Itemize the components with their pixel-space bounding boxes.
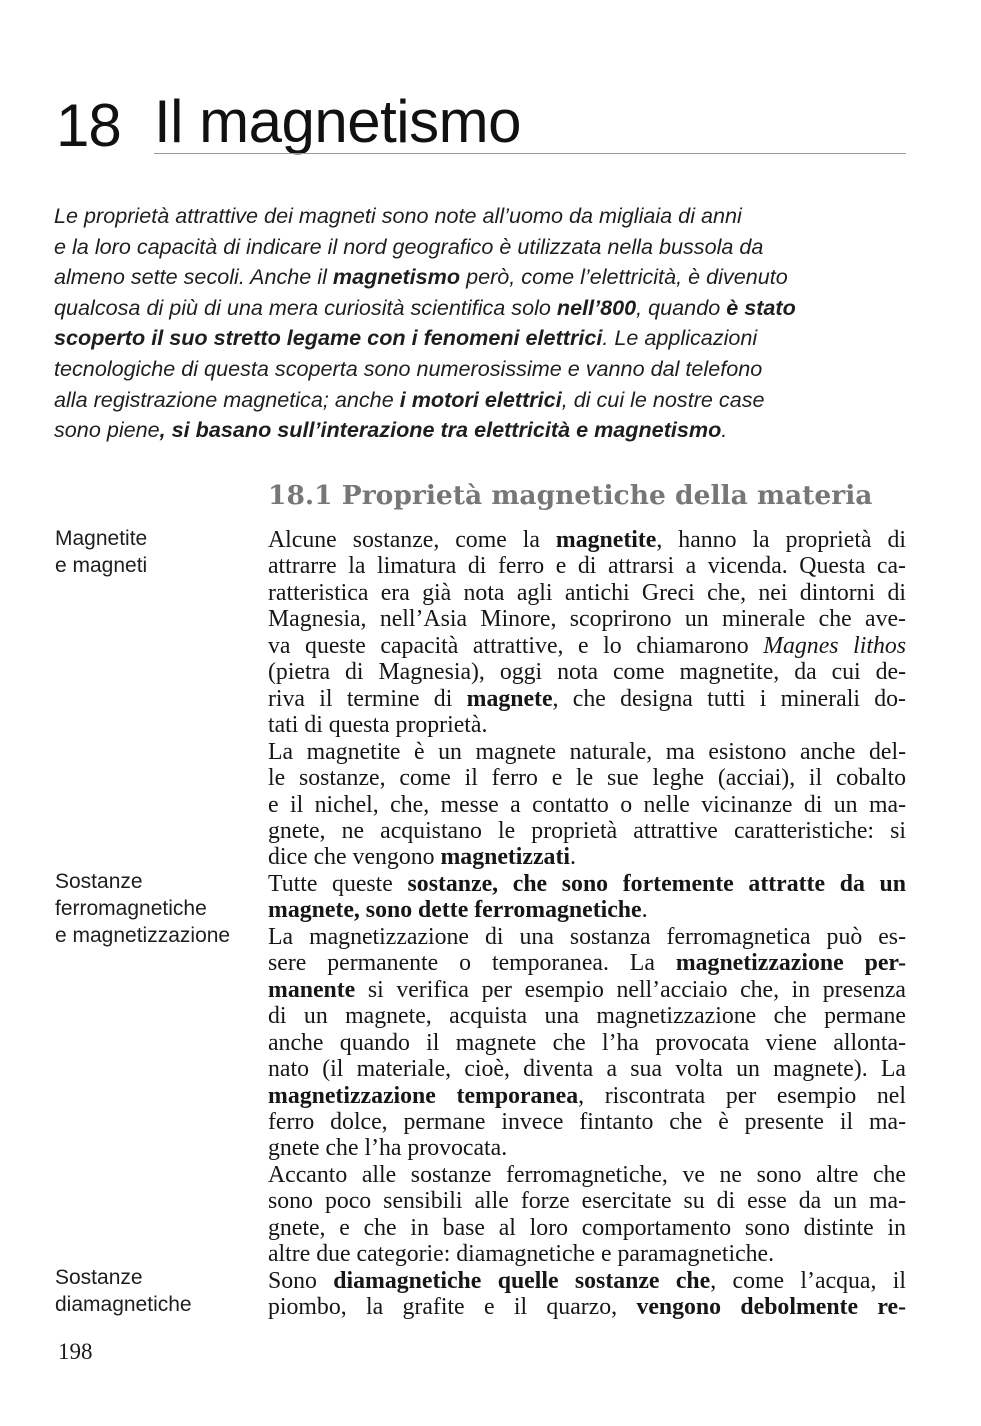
body-line — [268, 580, 906, 606]
body-text-run: gnete, ne acquistano le proprietà attrattive caratteristiche: si — [268, 817, 906, 844]
body-line — [268, 1188, 906, 1214]
chapter-heading — [56, 86, 906, 158]
body-bold-term: magnetizzazione per- — [675, 950, 906, 977]
intro-text: . — [721, 417, 728, 443]
body-text-run: Magnesia, nell’Asia Minore, scoprirono un minerale che ave- — [268, 606, 906, 633]
body-line — [268, 686, 906, 712]
body-text-run: Alcune sostanze, come la — [268, 527, 556, 553]
body-line — [268, 1083, 906, 1109]
body-line — [268, 977, 906, 1003]
section-heading: 18.1 Proprietà magnetiche della materia — [268, 480, 873, 511]
intro-line — [54, 293, 914, 324]
section-body-text — [268, 527, 906, 1321]
intro-line — [54, 262, 914, 293]
body-italic-term: Magnes lithos — [763, 632, 907, 659]
body-line — [268, 606, 906, 632]
body-bold-term: manente — [268, 976, 356, 1003]
intro-text: , di cui le nostre case — [561, 386, 765, 412]
body-bold-term: sostanze, che sono fortemente attratte da un — [407, 870, 906, 897]
body-text-run: , hanno la proprietà di — [656, 527, 906, 553]
body-line — [268, 1030, 906, 1056]
body-text-run: altre due categorie: diamagnetiche e paramagnetiche. — [268, 1241, 775, 1268]
body-text-run: , riscontrata per esempio nel — [578, 1082, 906, 1109]
body-line — [268, 659, 906, 685]
intro-emphasis: i motori elettrici — [399, 386, 562, 412]
page-number: 198 — [58, 1339, 93, 1364]
margin-note-ferromagnetiche — [55, 869, 230, 949]
intro-emphasis: magnetismo — [332, 264, 461, 290]
body-line — [268, 792, 906, 818]
intro-text: qualcosa di più di una mera curiosità scientifica solo — [54, 294, 557, 320]
body-text-run: Tutte queste — [268, 870, 408, 897]
body-text-run: La magnetizzazione di una sostanza ferromagnetica può es- — [268, 923, 906, 950]
body-line — [268, 1215, 906, 1241]
body-line — [268, 765, 906, 791]
body-text-run: gnete che l’ha provocata. — [268, 1135, 508, 1162]
body-bold-term: magnete — [466, 685, 553, 712]
margin-note-line: Sostanze — [55, 870, 143, 893]
body-text-run: , che designa tutti i minerali do- — [552, 685, 906, 712]
body-line — [268, 1241, 906, 1267]
body-text-run: anche quando il magnete che l’ha provocata viene allonta- — [268, 1029, 906, 1056]
body-line — [268, 844, 906, 870]
body-line — [268, 1109, 906, 1135]
margin-note-line: e magneti — [55, 553, 148, 577]
body-text-run: le sostanze, come il ferro e le sue leghe (acciai), il cobalto — [268, 765, 906, 792]
body-text-run: si verifica per esempio nell’acciaio che, in presenza — [355, 976, 906, 1003]
body-text-run: (pietra di Magnesia), oggi nota come magnetite, da cui de- — [268, 659, 906, 686]
intro-line — [54, 415, 914, 446]
margin-note-line: Magnetite — [55, 527, 148, 550]
intro-text: alla registrazione magnetica; anche — [54, 386, 400, 412]
body-text-run: dice che vengono — [268, 844, 441, 871]
body-bold-term: diamagnetiche quelle sostanze che — [333, 1267, 711, 1294]
body-text-run: . — [641, 897, 648, 924]
body-line — [268, 739, 906, 765]
intro-emphasis: scoperto il suo stretto legame con i fenomeni elettrici — [54, 325, 603, 351]
intro-emphasis: è stato — [726, 294, 796, 320]
chapter-title-rule — [154, 153, 906, 154]
body-line — [268, 633, 906, 659]
body-text-run: attrarre la limatura di ferro e di attrarsi a vicenda. Questa ca- — [268, 553, 906, 580]
intro-line — [54, 323, 914, 354]
chapter-intro — [54, 201, 914, 446]
intro-line — [54, 385, 914, 416]
body-text-run: Sono — [268, 1267, 334, 1294]
body-text-run: gnete, e che in base al loro comportamento sono distinte in — [268, 1214, 906, 1241]
body-bold-term: magnetite — [555, 527, 657, 553]
body-text-run: tati di questa proprietà. — [268, 712, 488, 739]
intro-text: . Le applicazioni — [602, 325, 758, 351]
body-line — [268, 712, 906, 738]
body-line — [268, 1268, 906, 1294]
body-bold-term: magnetizzati — [440, 844, 570, 871]
body-text-run: sere permanente o temporanea. La — [268, 950, 676, 977]
intro-text: Le proprietà attrattive dei magneti sono note all’uomo da migliaia di anni — [54, 203, 742, 228]
margin-note-line: ferromagnetiche — [55, 896, 207, 920]
body-text-run: riva il termine di — [268, 685, 467, 712]
body-line — [268, 1135, 906, 1161]
body-bold-term: magnetizzazione temporanea — [268, 1082, 579, 1109]
margin-note-diamagnetiche — [55, 1265, 192, 1319]
body-line — [268, 924, 906, 950]
intro-text: e la loro capacità di indicare il nord geografico è utilizzata nella bussola da — [54, 233, 764, 259]
intro-text: , quando — [636, 294, 727, 320]
body-text-run: ratteristica era già nota agli antichi Greci che, nei dintorni di — [268, 579, 906, 606]
intro-emphasis: , si basano sull’interazione tra elettricità e magnetismo — [159, 417, 722, 443]
body-text-run: di un magnete, acquista una magnetizzazione che permane — [268, 1003, 906, 1030]
chapter-title: Il magnetismo — [154, 88, 521, 155]
body-text-run: ferro dolce, permane invece fintanto che è presente il ma- — [268, 1108, 906, 1135]
body-line — [268, 950, 906, 976]
intro-text: però, come l’elettricità, è divenuto — [460, 264, 788, 290]
intro-emphasis: nell’800 — [556, 294, 637, 320]
margin-note-line: e magnetizzazione — [55, 923, 231, 947]
body-bold-term: vengono debolmente re- — [636, 1294, 907, 1321]
body-line — [268, 897, 906, 923]
margin-note-line: diamagnetiche — [55, 1292, 192, 1316]
intro-line — [54, 354, 914, 385]
body-line — [268, 871, 906, 897]
body-text-run: , come l’acqua, il — [710, 1267, 906, 1294]
body-text-run: . — [569, 844, 576, 871]
chapter-number: 18 — [56, 92, 121, 159]
intro-line — [54, 232, 914, 263]
body-line — [268, 1294, 906, 1320]
intro-text: almeno sette secoli. Anche il — [54, 264, 333, 290]
margin-note-line: Sostanze — [55, 1266, 143, 1289]
body-line — [268, 1056, 906, 1082]
body-line — [268, 1162, 906, 1188]
body-line — [268, 527, 906, 553]
body-text-run: Accanto alle sostanze ferromagnetiche, ve ne sono altre che — [268, 1161, 906, 1188]
body-line — [268, 553, 906, 579]
body-text-run: La magnetite è un magnete naturale, ma esistono anche del- — [268, 738, 906, 765]
body-text-run: sono poco sensibili alle forze esercitate su di esse da un ma- — [268, 1188, 906, 1215]
body-line — [268, 1003, 906, 1029]
body-line — [268, 818, 906, 844]
body-text-run: piombo, la grafite e il quarzo, — [268, 1294, 637, 1321]
margin-note-magnetite — [55, 526, 147, 580]
intro-text: sono piene — [54, 417, 160, 443]
body-text-run: e il nichel, che, messe a contatto o nelle vicinanze di un ma- — [268, 791, 906, 818]
body-bold-term: magnete, sono dette ferromagnetiche — [268, 897, 642, 924]
intro-text: tecnologiche di questa scoperta sono numerosissime e vanno dal telefono — [54, 355, 763, 381]
intro-line — [54, 201, 914, 232]
body-text-run: nato (il materiale, cioè, diventa a sua volta un magnete). La — [268, 1056, 906, 1083]
body-text-run: va queste capacità attrattive, e lo chiamarono — [268, 632, 764, 659]
